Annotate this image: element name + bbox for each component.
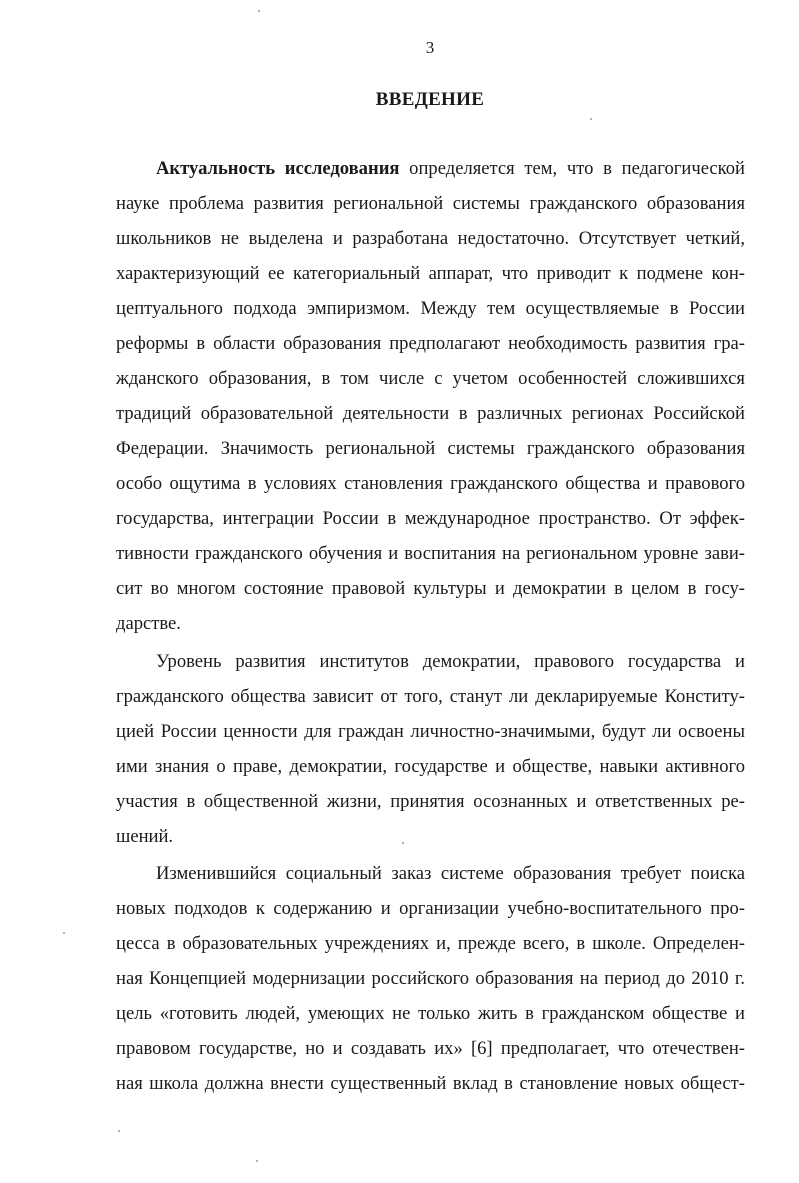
paragraph-line: науке проблема развития региональной системы гражданского образования [116,193,745,214]
scan-speck [402,842,404,844]
paragraph-line: характеризующий ее категориальный аппарат, что приводит к подмене кон- [116,263,745,284]
paragraph-line: цептуального подхода эмпиризмом. Между тем осуществляемые в России [116,298,745,319]
paragraph-line: новых подходов к содержанию и организации учебно-воспитательного про- [116,898,745,919]
paragraph-line: школьников не выделена и разработана недостаточно. Отсутствует четкий, [116,228,745,249]
paragraph-line: традиций образовательной деятельности в различных регионах Российской [116,403,745,424]
paragraph-line: цель «готовить людей, умеющих не только жить в гражданском обществе и [116,1003,745,1024]
paragraph-line: цесса в образовательных учреждениях и, прежде всего, в школе. Определен- [116,933,745,954]
paragraph-line: ная Концепцией модернизации российского образования на период до 2010 г. [116,968,745,989]
paragraph-line: ная школа должна внести существенный вклад в становление новых общест- [116,1073,745,1094]
paragraph-line: гражданского общества зависит от того, станут ли декларируемые Конститу- [116,686,745,707]
paragraph-line: цией России ценности для граждан личностно-значимыми, будут ли освоены [116,721,745,742]
paragraph-line: сит во многом состояние правовой культуры и демократии в целом в госу- [116,578,745,599]
paragraph-line: реформы в области образования предполагают необходимость развития гра- [116,333,745,354]
paragraph-line: Изменившийся социальный заказ системе образования требует поиска [156,863,745,884]
paragraph-line: ими знания о праве, демократии, государстве и обществе, навыки активного [116,756,745,777]
paragraph-line: тивности гражданского обучения и воспитания на региональном уровне зави- [116,543,745,564]
paragraph-line: Федерации. Значимость региональной системы гражданского образования [116,438,745,459]
paragraph-line: шений. [116,826,174,847]
paragraph-line: жданского образования, в том числе с учетом особенностей сложившихся [116,368,745,389]
scan-speck [63,932,65,934]
section-heading: ВВЕДЕНИЕ [375,89,485,110]
paragraph-line: Актуальность исследования определяется тем, что в педагогической [156,158,745,179]
paragraph-line: дарстве. [116,613,181,634]
paragraph-line: особо ощутима в условиях становления гражданского общества и правового [116,473,745,494]
paragraph-line: участия в общественной жизни, принятия осознанных и ответственных ре- [116,791,745,812]
lead-term: Актуальность исследования [156,158,400,179]
scan-speck [258,10,260,12]
scan-speck [118,1130,120,1132]
paragraph-line: Уровень развития институтов демократии, правового государства и [156,651,745,672]
page-number: 3 [425,38,435,57]
paragraph-line: правовом государстве, но и создавать их» [6] предполагает, что отечествен- [116,1038,745,1059]
scan-speck [590,118,592,120]
scan-speck [256,1160,258,1162]
paragraph-line: государства, интеграции России в международное пространство. От эффек- [116,508,745,529]
